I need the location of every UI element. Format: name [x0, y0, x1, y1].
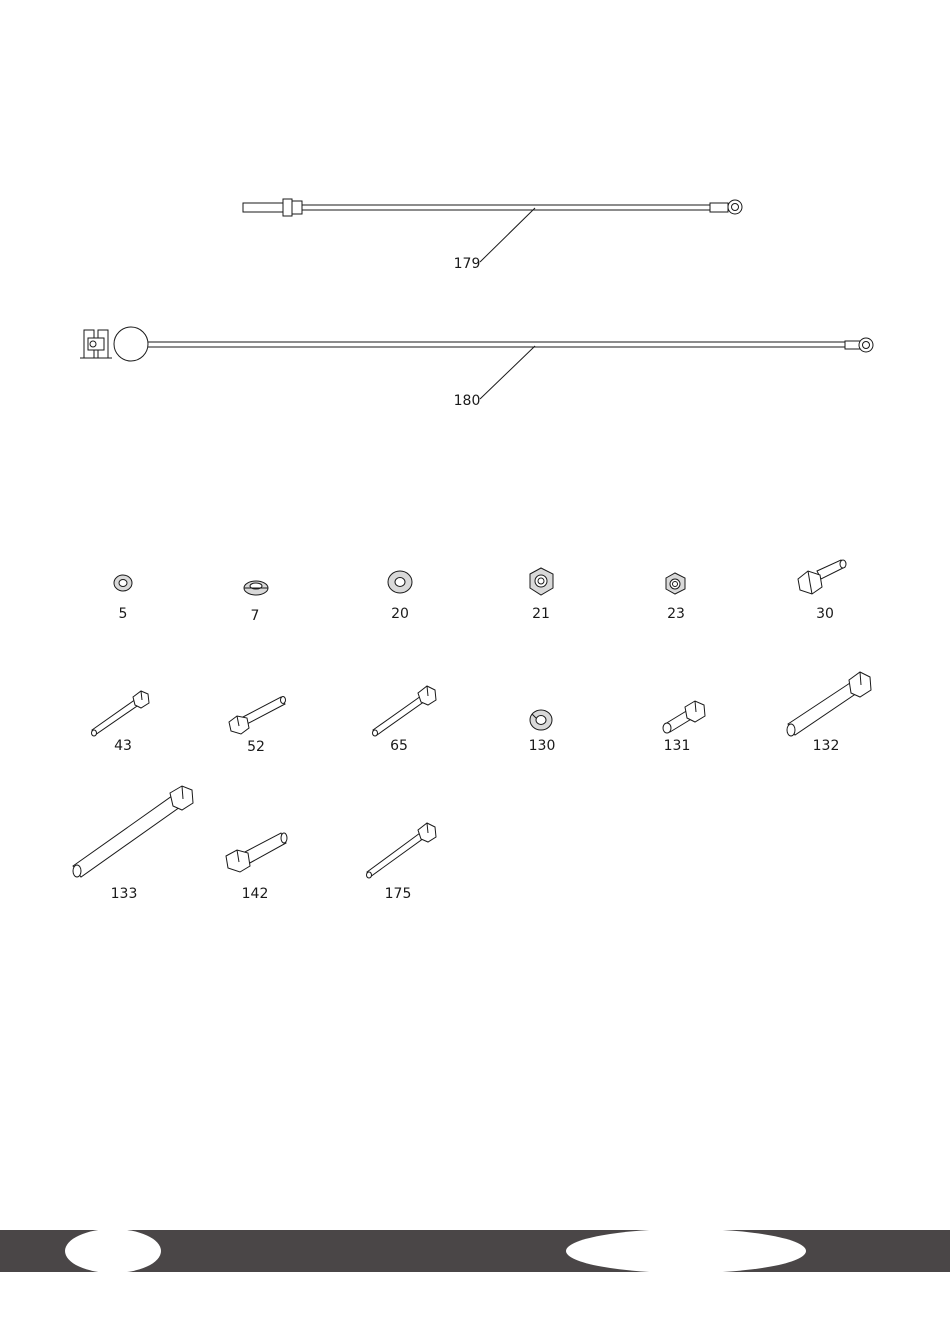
bolt-132-drawing	[787, 672, 871, 736]
part-131-label: 131	[663, 738, 691, 754]
bolt-30-drawing	[798, 560, 846, 594]
leader-line-179	[480, 208, 535, 262]
washer-20-drawing	[388, 571, 412, 593]
cable-180-drawing	[80, 327, 873, 399]
part-130-label: 130	[528, 738, 556, 754]
bolt-52-drawing	[229, 697, 286, 735]
bolt-65-drawing	[373, 686, 437, 736]
part-175-label: 175	[384, 886, 412, 902]
bolt-175-drawing	[367, 823, 437, 878]
spring-washer-130-drawing	[530, 710, 552, 730]
washer-5-drawing	[114, 575, 132, 591]
part-20-label: 20	[391, 606, 409, 622]
bolt-142-drawing	[226, 833, 287, 872]
part-43-label: 43	[114, 738, 132, 754]
part-132-label: 132	[812, 738, 840, 754]
footer-page-tab-right	[566, 1229, 806, 1273]
part-21-label: 21	[532, 606, 550, 622]
part-142-label: 142	[241, 886, 269, 902]
bolt-133-drawing	[73, 786, 193, 877]
part-133-label: 133	[110, 886, 138, 902]
leader-line-180	[480, 346, 535, 399]
bolt-43-drawing	[92, 691, 150, 736]
bolt-131-drawing	[663, 701, 705, 733]
nut-21-drawing	[530, 568, 553, 595]
cable-180-label: 180	[453, 393, 481, 409]
nut-23-drawing	[666, 573, 685, 594]
cable-179-drawing	[243, 199, 742, 262]
spring-washer-7-drawing	[244, 581, 268, 595]
part-65-label: 65	[390, 738, 408, 754]
part-5-label: 5	[118, 606, 128, 622]
cable-179-label: 179	[453, 256, 481, 272]
part-23-label: 23	[667, 606, 685, 622]
part-52-label: 52	[247, 739, 265, 755]
footer-band	[0, 1229, 950, 1273]
part-30-label: 30	[816, 606, 834, 622]
part-7-label: 7	[250, 608, 260, 624]
footer-page-tab-left	[65, 1229, 161, 1273]
